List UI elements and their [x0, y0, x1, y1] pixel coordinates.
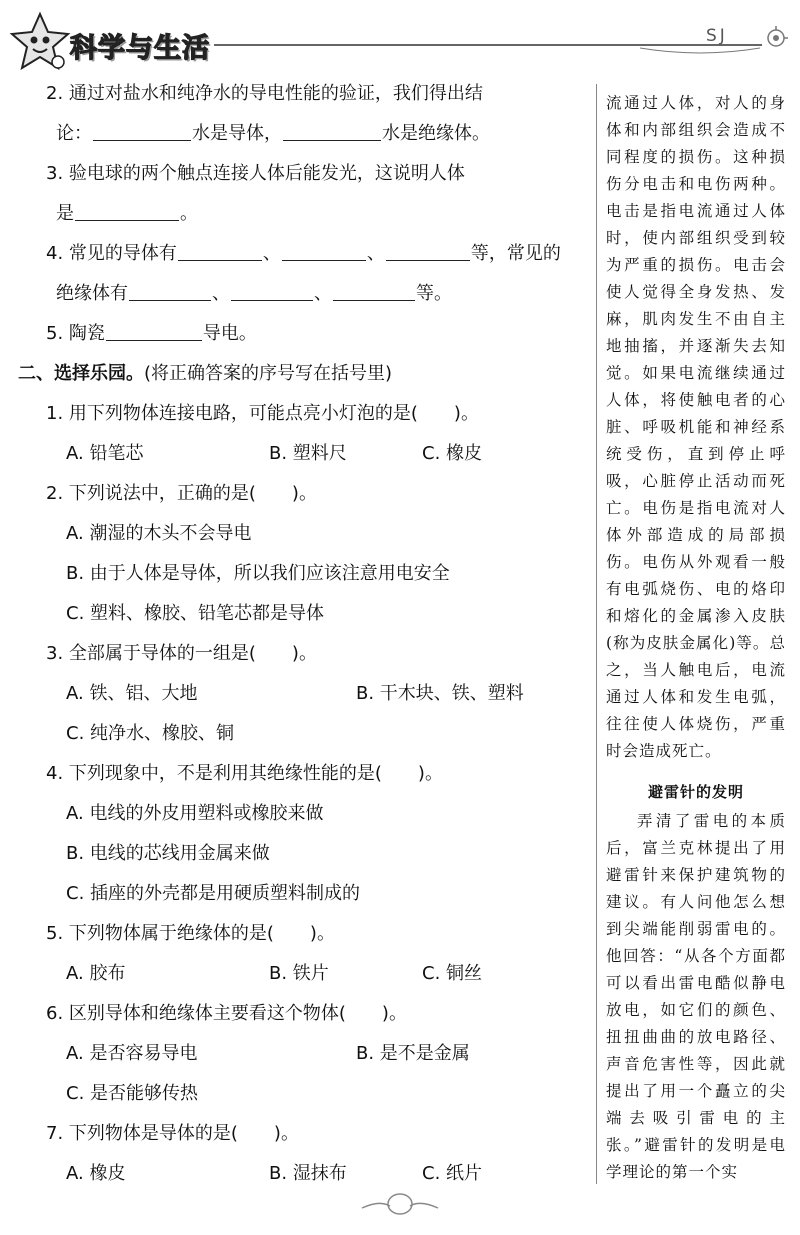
choice-question-5: 5. 下列物体属于绝缘体的是( )。 [46, 923, 335, 944]
header-ornament [640, 46, 760, 58]
option-c[interactable]: C. 纯净水、橡胶、铜 [66, 723, 235, 744]
option-b[interactable]: B. 塑料尺 [269, 443, 347, 464]
option-a[interactable]: A. 橡皮 [66, 1163, 126, 1184]
answer-blank[interactable] [106, 322, 202, 341]
series-code: SJ [706, 26, 728, 46]
choice-question-6: 6. 区别导体和绝缘体主要看这个物体( )。 [46, 1003, 407, 1024]
fill-question-3-line1: 3. 验电球的两个触点连接人体后能发光，这说明人体 [46, 163, 465, 184]
sidebar-paragraph-electric-injury: 流通过人体，对人的身体和内部组织会造成不同程度的损伤。这种损伤分电击和电伤两种。电击是指电流通过人体时，使内部组织受到较为严重的损伤。电击会使人觉得全身发热、发麻，肌肉发生不由自主地抽搐，并逐渐失去知觉。如果电流继续通过人体，将使触电者的心脏、呼吸机能和神经系统受伤，直到停止呼吸，心脏停止活动而死亡。电伤是指电流对人体外部造成的局部损伤。电伤从外观看一般有电弧烧伤、电的烙印和熔化的金属渗入皮肤(称为皮肤金属化)等。总之，当人触电后，电流通过人体和发生电弧，往往使人体烧伤，严重时会造成死亡。 [606, 94, 786, 760]
answer-blank[interactable] [283, 122, 381, 141]
swirl-ornament-icon [762, 24, 790, 52]
option-b[interactable]: B. 干木块、铁、塑料 [356, 683, 524, 704]
page-header [0, 0, 800, 80]
option-a[interactable]: A. 铅笔芯 [66, 443, 144, 464]
option-b[interactable]: B. 由于人体是导体，所以我们应该注意用电安全 [66, 563, 450, 584]
option-b[interactable]: B. 铁片 [269, 963, 329, 984]
option-a[interactable]: A. 铁、铝、大地 [66, 683, 198, 704]
fill-question-4-line1: 4. 常见的导体有 、 、 等，常见的 [46, 243, 561, 264]
option-a[interactable]: A. 电线的外皮用塑料或橡胶来做 [66, 803, 324, 824]
option-c[interactable]: C. 橡皮 [422, 443, 483, 464]
star-mascot-icon [8, 10, 72, 74]
choice-question-4: 4. 下列现象中，不是利用其绝缘性能的是( )。 [46, 763, 443, 784]
fill-question-4-line2: 绝缘体有 、 、 等。 [56, 283, 452, 304]
option-c[interactable]: C. 纸片 [422, 1163, 483, 1184]
choice-question-7: 7. 下列物体是导体的是( )。 [46, 1123, 299, 1144]
option-b[interactable]: B. 电线的芯线用金属来做 [66, 843, 270, 864]
option-b[interactable]: B. 是不是金属 [356, 1043, 470, 1064]
sidebar-title: 避雷针的发明 [647, 783, 744, 801]
answer-blank[interactable] [178, 242, 262, 261]
answer-blank[interactable] [231, 282, 313, 301]
option-b[interactable]: B. 湿抹布 [269, 1163, 347, 1184]
answer-blank[interactable] [333, 282, 415, 301]
fill-question-2-line2: 论： 水是导体， 水是绝缘体。 [56, 123, 490, 144]
fill-question-5: 5. 陶瓷 导电。 [46, 323, 257, 344]
answer-blank[interactable] [75, 202, 179, 221]
sidebar-paragraph-lightning-rod: 弄清了雷电的本质后，富兰克林提出了用避雷针来保护建筑物的建议。有人问他怎么想到尖端能削弱雷电的。他回答：“从各个方面都可以看出雷电酷似静电放电，如它们的颜色、扭扭曲曲的放电路径、声音危害性等，因此就提出了用一个矗立的尖端去吸引雷电的主张。”避雷针的发明是电学理论的第一个实 [606, 812, 786, 1181]
sidebar-reading [606, 90, 786, 1186]
page-footer-ornament [360, 1190, 440, 1220]
answer-blank[interactable] [282, 242, 366, 261]
option-a[interactable]: A. 潮湿的木头不会导电 [66, 523, 252, 544]
brand-title: 科学与生活 [70, 33, 210, 64]
choice-question-3: 3. 全部属于导体的一组是( )。 [46, 643, 317, 664]
answer-blank[interactable] [93, 122, 191, 141]
option-a[interactable]: A. 是否容易导电 [66, 1043, 198, 1064]
choice-question-1: 1. 用下列物体连接电路，可能点亮小灯泡的是( )。 [46, 403, 479, 424]
section-2-heading: 二、选择乐园。(将正确答案的序号写在括号里) [18, 363, 393, 384]
option-a[interactable]: A. 胶布 [66, 963, 126, 984]
option-c[interactable]: C. 塑料、橡胶、铅笔芯都是导体 [66, 603, 325, 624]
fill-question-3-line2: 是 。 [56, 203, 198, 224]
choice-question-2: 2. 下列说法中，正确的是( )。 [46, 483, 317, 504]
answer-blank[interactable] [129, 282, 211, 301]
fill-question-2-line1: 2. 通过对盐水和纯净水的导电性能的验证，我们得出结 [46, 83, 483, 104]
option-c[interactable]: C. 插座的外壳都是用硬质塑料制成的 [66, 883, 361, 904]
column-divider [596, 84, 597, 1184]
option-c[interactable]: C. 是否能够传热 [66, 1083, 199, 1104]
option-c[interactable]: C. 铜丝 [422, 963, 483, 984]
answer-blank[interactable] [386, 242, 470, 261]
